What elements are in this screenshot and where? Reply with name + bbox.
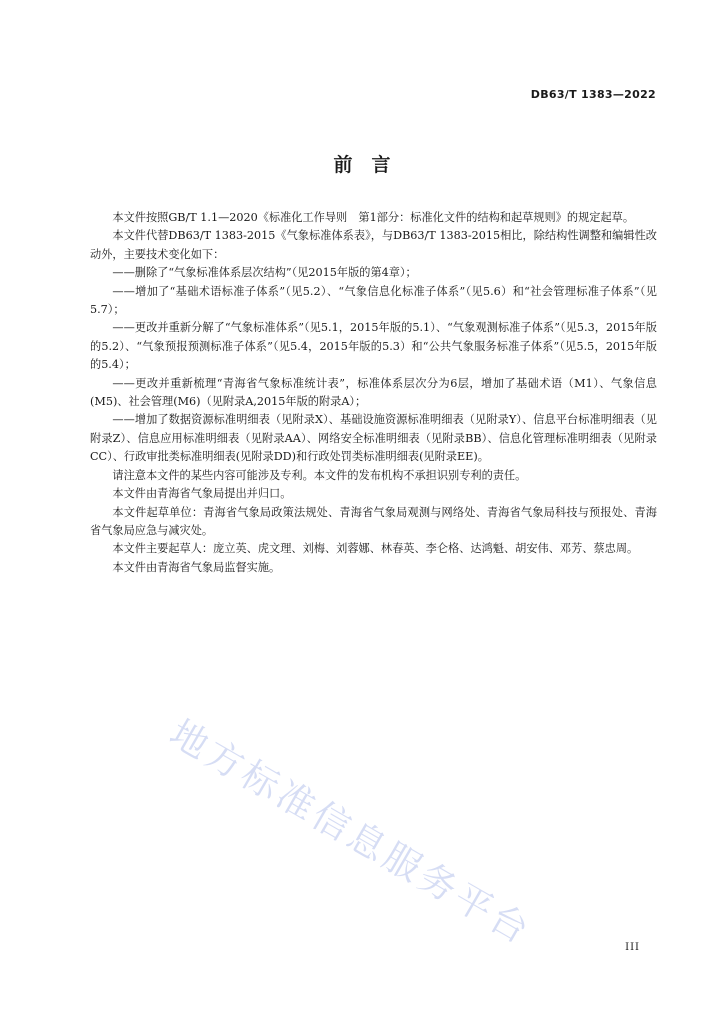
paragraph-drafting-basis: 本文件按照GB/T 1.1—2020《标准化工作导则 第1部分：标准化文件的结构和起草规则》的规定起草。 [112, 211, 635, 224]
paragraph-patent-notice: 请注意本文件的某些内容可能涉及专利。本文件的发布机构不承担识别专利的责任。 [112, 468, 527, 482]
change-item-added-tables: ——增加了数据资源标准明细表（见附录X）、基础设施资源标准明细表（见附录Y）、信息平台标准明细表（见附录Z）、信息应用标准明细表（见附录AA）、网络安全标准明细表（见附录BB）、信息化管理标准明细表（见附录CC）、行政审批类标准明细表(见附录DD)和行政处罚类标准明细表(见附录EE)。 [90, 413, 657, 464]
paragraph-drafting-units: 本文件起草单位：青海省气象局政策法规处、青海省气象局观测与网络处、青海省气象局科技与预报处、青海省气象局应急与减灾处。 [90, 505, 657, 537]
paragraph-proposer: 本文件由青海省气象局提出并归口。 [112, 487, 292, 501]
page-title: 前 言 [333, 154, 391, 176]
change-item-statistics-table: ——更改并重新梳理“青海省气象标准统计表”，标准体系层次分为6层，增加了基础术语（M1）、气象信息(M5)、社会管理(M6)（见附录A,2015年版的附录A）； [90, 376, 657, 409]
standard-code: DB63/T 1383—2022 [530, 88, 656, 101]
change-item-deleted: ——删除了“气象标准体系层次结构”（见2015年版的第4章）； [112, 266, 417, 280]
paragraph-supervision: 本文件由青海省气象局监督实施。 [112, 560, 281, 574]
paragraph-replacement: 本文件代替DB63/T 1383-2015《气象标准体系表》，与DB63/T 1383-2015相比，除结构性调整和编辑性改动外，主要技术变化如下： [90, 229, 657, 261]
change-item-modified-subsystems: ——更改并重新分解了“气象标准体系”（见5.1，2015年版的5.1）、“气象观测标准子体系”（见5.3，2015年版的5.2）、“气象预报预测标准子体系”（见5.4，2015年版的5.3）和“公共气象服务标准子体系”（见5.5，2015年版的5.4）； [90, 321, 657, 372]
paragraph-drafters: 本文件主要起草人：庞立英、虎文理、刘梅、刘蓉娜、林春英、李仑格、达鸿魁、胡安伟、邓芳、蔡忠周。 [112, 542, 639, 556]
change-item-added-subsystems: ——增加了“基础术语标准子体系”（见5.2）、“气象信息化标准子体系”（见5.6）和“社会管理标准子体系”（见5.7）； [90, 284, 657, 317]
foreword-body [90, 209, 657, 577]
page-number: III [625, 942, 640, 953]
watermark: 地方标准信息服务平台 [162, 711, 540, 954]
